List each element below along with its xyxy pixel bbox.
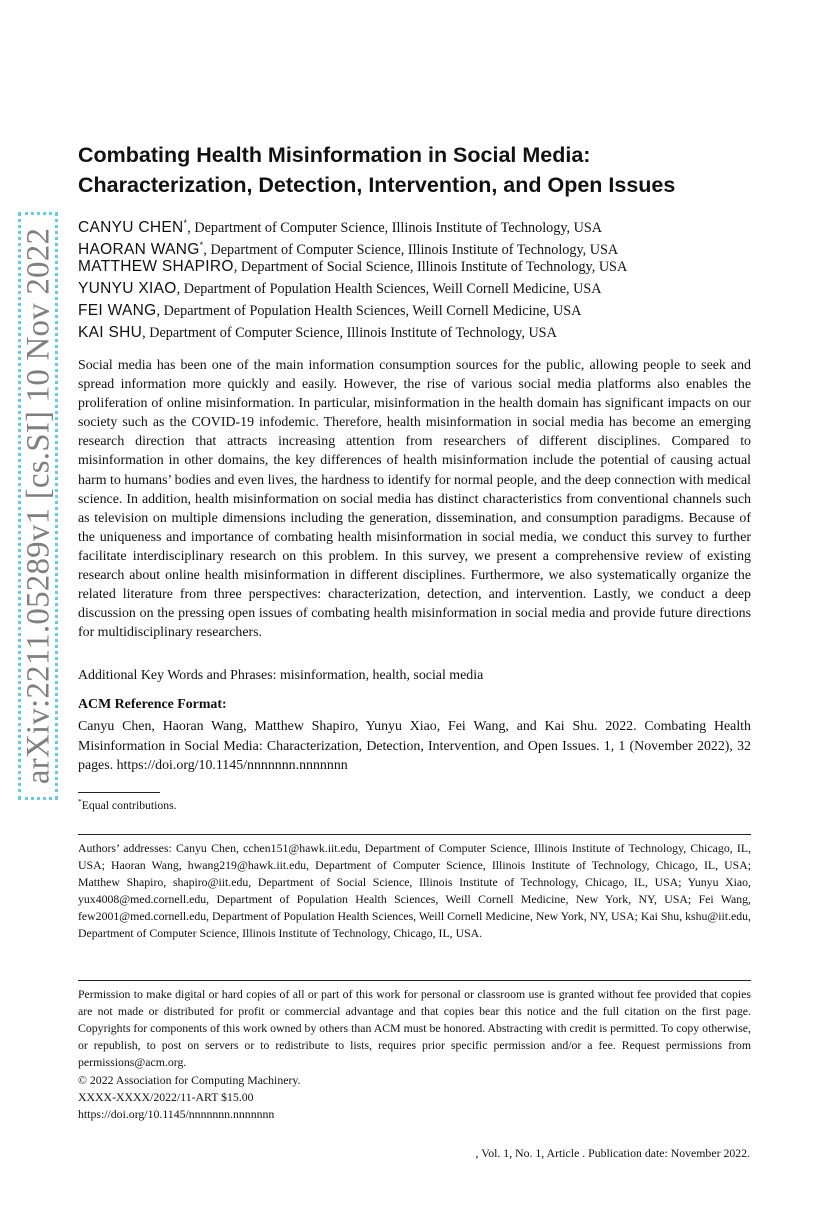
doi-link[interactable]: https://doi.org/10.1145/nnnnnnn.nnnnnnn [78,1107,275,1121]
author-entry [78,234,778,259]
author-affiliation: , Department of Computer Science, Illinois Institute of Technology, USA [142,325,557,341]
isbn-line: XXXX-XXXX/2022/11-ART $15.00 [78,1090,254,1104]
author-name: MATTHEW SHAPIRO [78,258,234,275]
footnote-text: Equal contributions. [81,798,177,812]
author-entry [78,256,778,278]
author-entry [78,322,778,344]
author-name: KAI SHU [78,324,143,341]
author-addresses: Authors’ addresses: Canyu Chen, cchen151@hawk.iit.edu, Department of Computer Science, Illinois Institute of Technology, Chicago, IL, USA; Haoran Wang, hwang219@hawk.iit.edu, Department of Computer Science, Illinois Institute of Technology, Chicago, IL, USA; Matthew Shapiro, shapiro@iit.edu, Department of Social Science, Illinois Institute of Technology, Chicago, IL, USA; Yunyu Xiao, yux4008@med.cornell.edu, Department of Population Health Sciences, Weill Cornell Medicine, New York, NY, USA; Fei Wang, few2001@med.cornell.edu, Department of Population Health Sciences, Weill Cornell Medicine, New York, NY, USA; Kai Shu, kshu@iit.edu, Department of Computer Science, Illinois Institute of Technology, Chicago, IL, USA. [78,841,751,941]
author-affiliation: , Department of Computer Science, Illinois Institute of Technology, USA [203,242,619,259]
title-line-1: Combating Health Misinformation in Social Media: [78,143,591,167]
divider [78,980,751,981]
running-footer: , Vol. 1, No. 1, Article . Publication date: November 2022. [475,1146,750,1160]
author-affiliation: , Department of Social Science, Illinois Institute of Technology, USA [233,259,628,275]
author-entry [78,212,778,237]
footnote-rule [78,792,160,793]
permission-notice: Permission to make digital or hard copies of all or part of this work for personal or classroom use is granted without fee provided that copies are not made or distributed for profit or commercial advantage and that copies bear this notice and the full citation on the first page. Copyrights for components of this work owned by others than ACM must be honored. Abstracting with credit is permitted. To copy otherwise, or republish, to post on servers or to redistribute to lists, requires prior specific permission and/or a fee. Request permissions from permissions@acm.org. [78,987,751,1070]
footnote [78,797,177,812]
author-name: YUNYU XIAO [78,280,177,297]
acm-reference-text: Canyu Chen, Haoran Wang, Matthew Shapiro, Yunyu Xiao, Fei Wang, and Kai Shu. 2022. Combating Health Misinformation in Social Media: Characterization, Detection, Intervention, and Open Issues. 1, 1 (November 2022), 32 pages. https://doi.org/10.1145/nnnnnnn.nnnnnnn [78,719,751,773]
paper-title [78,140,778,200]
abstract: Social media has been one of the main information consumption sources for the public, allowing people to seek and spread information more quickly and easily. However, the rise of various social media platforms also enables the proliferation of online misinformation. In particular, misinformation in the health domain has significant impacts on our society such as the COVID-19 infodemic. Therefore, health misinformation in social media has become an emerging research direction that attracts increasing attention from researchers of different disciplines. Compared to misinformation in other domains, the key differences of health misinformation include the potential of causing actual harm to humans’ bodies and even lives, the hardness to identify for normal people, and the deep connection with medical science. In addition, health misinformation on social media has distinct characteristics from conventional channels such as television on multiple dimensions including the generation, dissemination, and consumption paradigms. Because of the uniqueness and importance of combating health misinformation in social media, we conduct this survey to further facilitate interdisciplinary research on this problem. In this survey, we present a comprehensive review of existing research about online health misinformation in different disciplines. Furthermore, we also systematically organize the related literature from three perspectives: characterization, detection, and intervention. Lastly, we conduct a deep discussion on the pressing open issues of combating health misinformation in social media and provide future directions for multidisciplinary researchers. [78,358,751,641]
author-name: FEI WANG [78,302,157,319]
keywords: Additional Key Words and Phrases: misinformation, health, social media [78,668,484,683]
divider [78,834,751,835]
author-list [78,212,778,344]
author-affiliation: , Department of Population Health Sciences, Weill Cornell Medicine, USA [176,281,602,297]
author-affiliation: , Department of Population Health Sciences, Weill Cornell Medicine, USA [156,303,582,319]
author-entry [78,278,778,300]
author-affiliation: , Department of Computer Science, Illinois Institute of Technology, USA [187,220,602,237]
author-entry [78,300,778,322]
arxiv-stamp: arXiv:2211.05289v1 [cs.SI] 10 Nov 2022 [20,227,57,785]
author-name: HAORAN WANG* [78,240,204,259]
copyright-line: © 2022 Association for Computing Machinery. [78,1073,301,1087]
author-name: CANYU CHEN* [78,218,188,237]
title-line-2: Characterization, Detection, Intervention, and Open Issues [78,173,676,197]
acm-reference-heading: ACM Reference Format: [78,697,227,712]
footnote-mark: * [78,797,82,806]
